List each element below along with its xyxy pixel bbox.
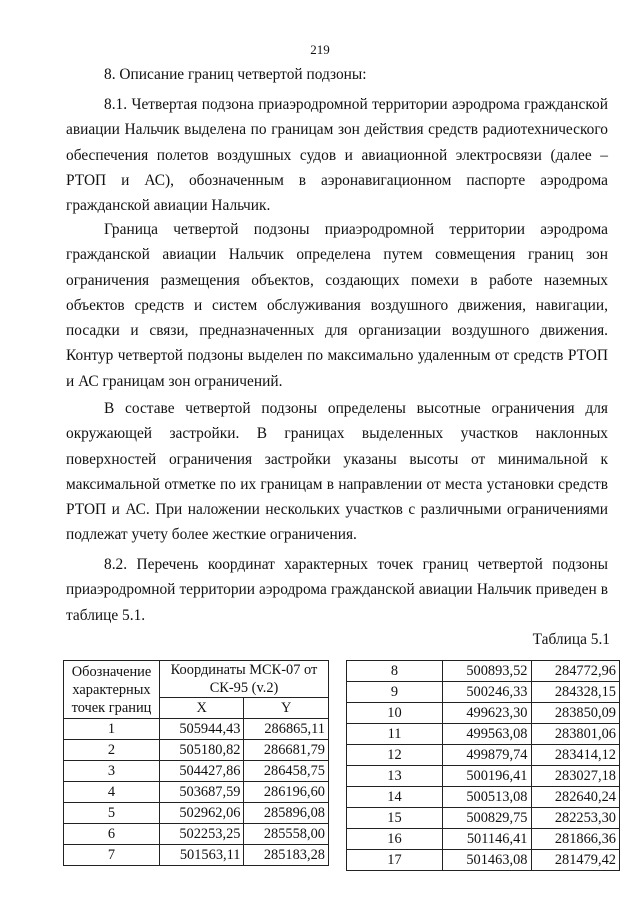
point-number: 17 [347, 850, 443, 871]
coord-y: 281479,42 [531, 850, 620, 871]
coord-y: 286196,60 [244, 782, 329, 803]
page-number: 219 [310, 42, 330, 57]
coord-y: 282253,30 [531, 808, 620, 829]
table-row [347, 703, 620, 724]
point-number: 8 [347, 661, 443, 682]
table-row [64, 719, 329, 740]
paragraph-height-limits: В составе четвертой подзоны определены высотные ограничения для окружающей застройки. В границах выделенных участков наклонных поверхностей ограничения застройки указаны высоты от минимальной к максимальной отметке по их границам в направлении от места установки средств РТОП и АС. При наложении нескольких участков с различными ограничениями подлежат учету более жесткие ограничения. [66, 400, 608, 544]
coord-y: 285896,08 [244, 803, 329, 824]
coord-x: 500893,52 [443, 661, 532, 682]
table-row [347, 808, 620, 829]
coord-y: 281866,36 [531, 829, 620, 850]
coord-x: 503687,59 [160, 782, 244, 803]
coord-y: 286865,11 [244, 719, 329, 740]
point-number: 3 [64, 761, 160, 782]
point-number: 2 [64, 740, 160, 761]
coord-y: 283850,09 [531, 703, 620, 724]
header-x: X [160, 698, 244, 719]
table-row [64, 803, 329, 824]
section-title: 8. Описание границ четвертой подзоны: [104, 66, 367, 83]
header-point-name: Обозначение характерных точек границ [64, 661, 160, 719]
table-row [347, 745, 620, 766]
table-row [64, 782, 329, 803]
paragraph-8-1: 8.1. Четвертая подзона приаэродромной территории аэродрома гражданской авиации Нальчик выделена по границам зон действия средств радиотехнического обеспечения полетов воздушных судов и авиационной электросвязи (далее – РТОП и АС), обозначенным в аэронавигационном паспорте аэродрома гражданской авиации Нальчик. [66, 96, 608, 215]
coord-y: 282640,24 [531, 787, 620, 808]
point-number: 11 [347, 724, 443, 745]
point-number: 4 [64, 782, 160, 803]
coord-y: 286458,75 [244, 761, 329, 782]
coord-y: 283027,18 [531, 766, 620, 787]
coord-y: 284328,15 [531, 682, 620, 703]
coord-y: 285183,28 [244, 845, 329, 866]
coord-x: 502962,06 [160, 803, 244, 824]
table-row [347, 787, 620, 808]
point-number: 1 [64, 719, 160, 740]
coord-y: 283801,06 [531, 724, 620, 745]
coord-x: 500829,75 [443, 808, 532, 829]
table-row [64, 824, 329, 845]
coord-y: 286681,79 [244, 740, 329, 761]
coord-x: 502253,25 [160, 824, 244, 845]
table-caption: Таблица 5.1 [532, 631, 610, 648]
table-row [64, 740, 329, 761]
coord-x: 505944,43 [160, 719, 244, 740]
coord-x: 505180,82 [160, 740, 244, 761]
point-number: 13 [347, 766, 443, 787]
coord-x: 500513,08 [443, 787, 532, 808]
point-number: 5 [64, 803, 160, 824]
header-y: Y [244, 698, 329, 719]
point-number: 10 [347, 703, 443, 724]
coord-x: 500196,41 [443, 766, 532, 787]
point-number: 9 [347, 682, 443, 703]
table-row [347, 829, 620, 850]
table-row [347, 682, 620, 703]
point-number: 14 [347, 787, 443, 808]
point-number: 7 [64, 845, 160, 866]
point-number: 6 [64, 824, 160, 845]
paragraph-border-definition: Граница четвертой подзоны приаэродромной территории аэродрома гражданской авиации Нальчик определена путем совмещения границ зон ограничения размещения объектов, создающих помехи в работе наземных объектов средств и систем обслуживания воздушного движения, навигации, посадки и связи, предназначенных для организации воздушного движения. Контур четвертой подзоны выделен по максимально удаленным от средств РТОП и АС границам зон ограничений. [66, 221, 608, 390]
coord-x: 504427,86 [160, 761, 244, 782]
point-number: 15 [347, 808, 443, 829]
coord-y: 284772,96 [531, 661, 620, 682]
coordinates-table-right [346, 660, 620, 871]
coord-x: 499623,30 [443, 703, 532, 724]
table-row [347, 724, 620, 745]
table-row [347, 850, 620, 871]
coord-x: 501563,11 [160, 845, 244, 866]
coord-x: 501146,41 [443, 829, 532, 850]
coord-x: 500246,33 [443, 682, 532, 703]
coord-x: 499563,08 [443, 724, 532, 745]
coord-y: 283414,12 [531, 745, 620, 766]
table-row [347, 661, 620, 682]
coord-x: 499879,74 [443, 745, 532, 766]
table-row [347, 766, 620, 787]
coord-y: 285558,00 [244, 824, 329, 845]
table-row [64, 761, 329, 782]
point-number: 16 [347, 829, 443, 850]
coord-x: 501463,08 [443, 850, 532, 871]
header-coordinates: Координаты МСК-07 от СК-95 (v.2) [160, 661, 329, 698]
table-row [64, 845, 329, 866]
point-number: 12 [347, 745, 443, 766]
coordinates-table-left [63, 660, 329, 866]
paragraph-8-2: 8.2. Перечень координат характерных точек границ четвертой подзоны приаэродромной территории аэродрома гражданской авиации Нальчик приведен в таблице 5.1. [66, 556, 608, 624]
